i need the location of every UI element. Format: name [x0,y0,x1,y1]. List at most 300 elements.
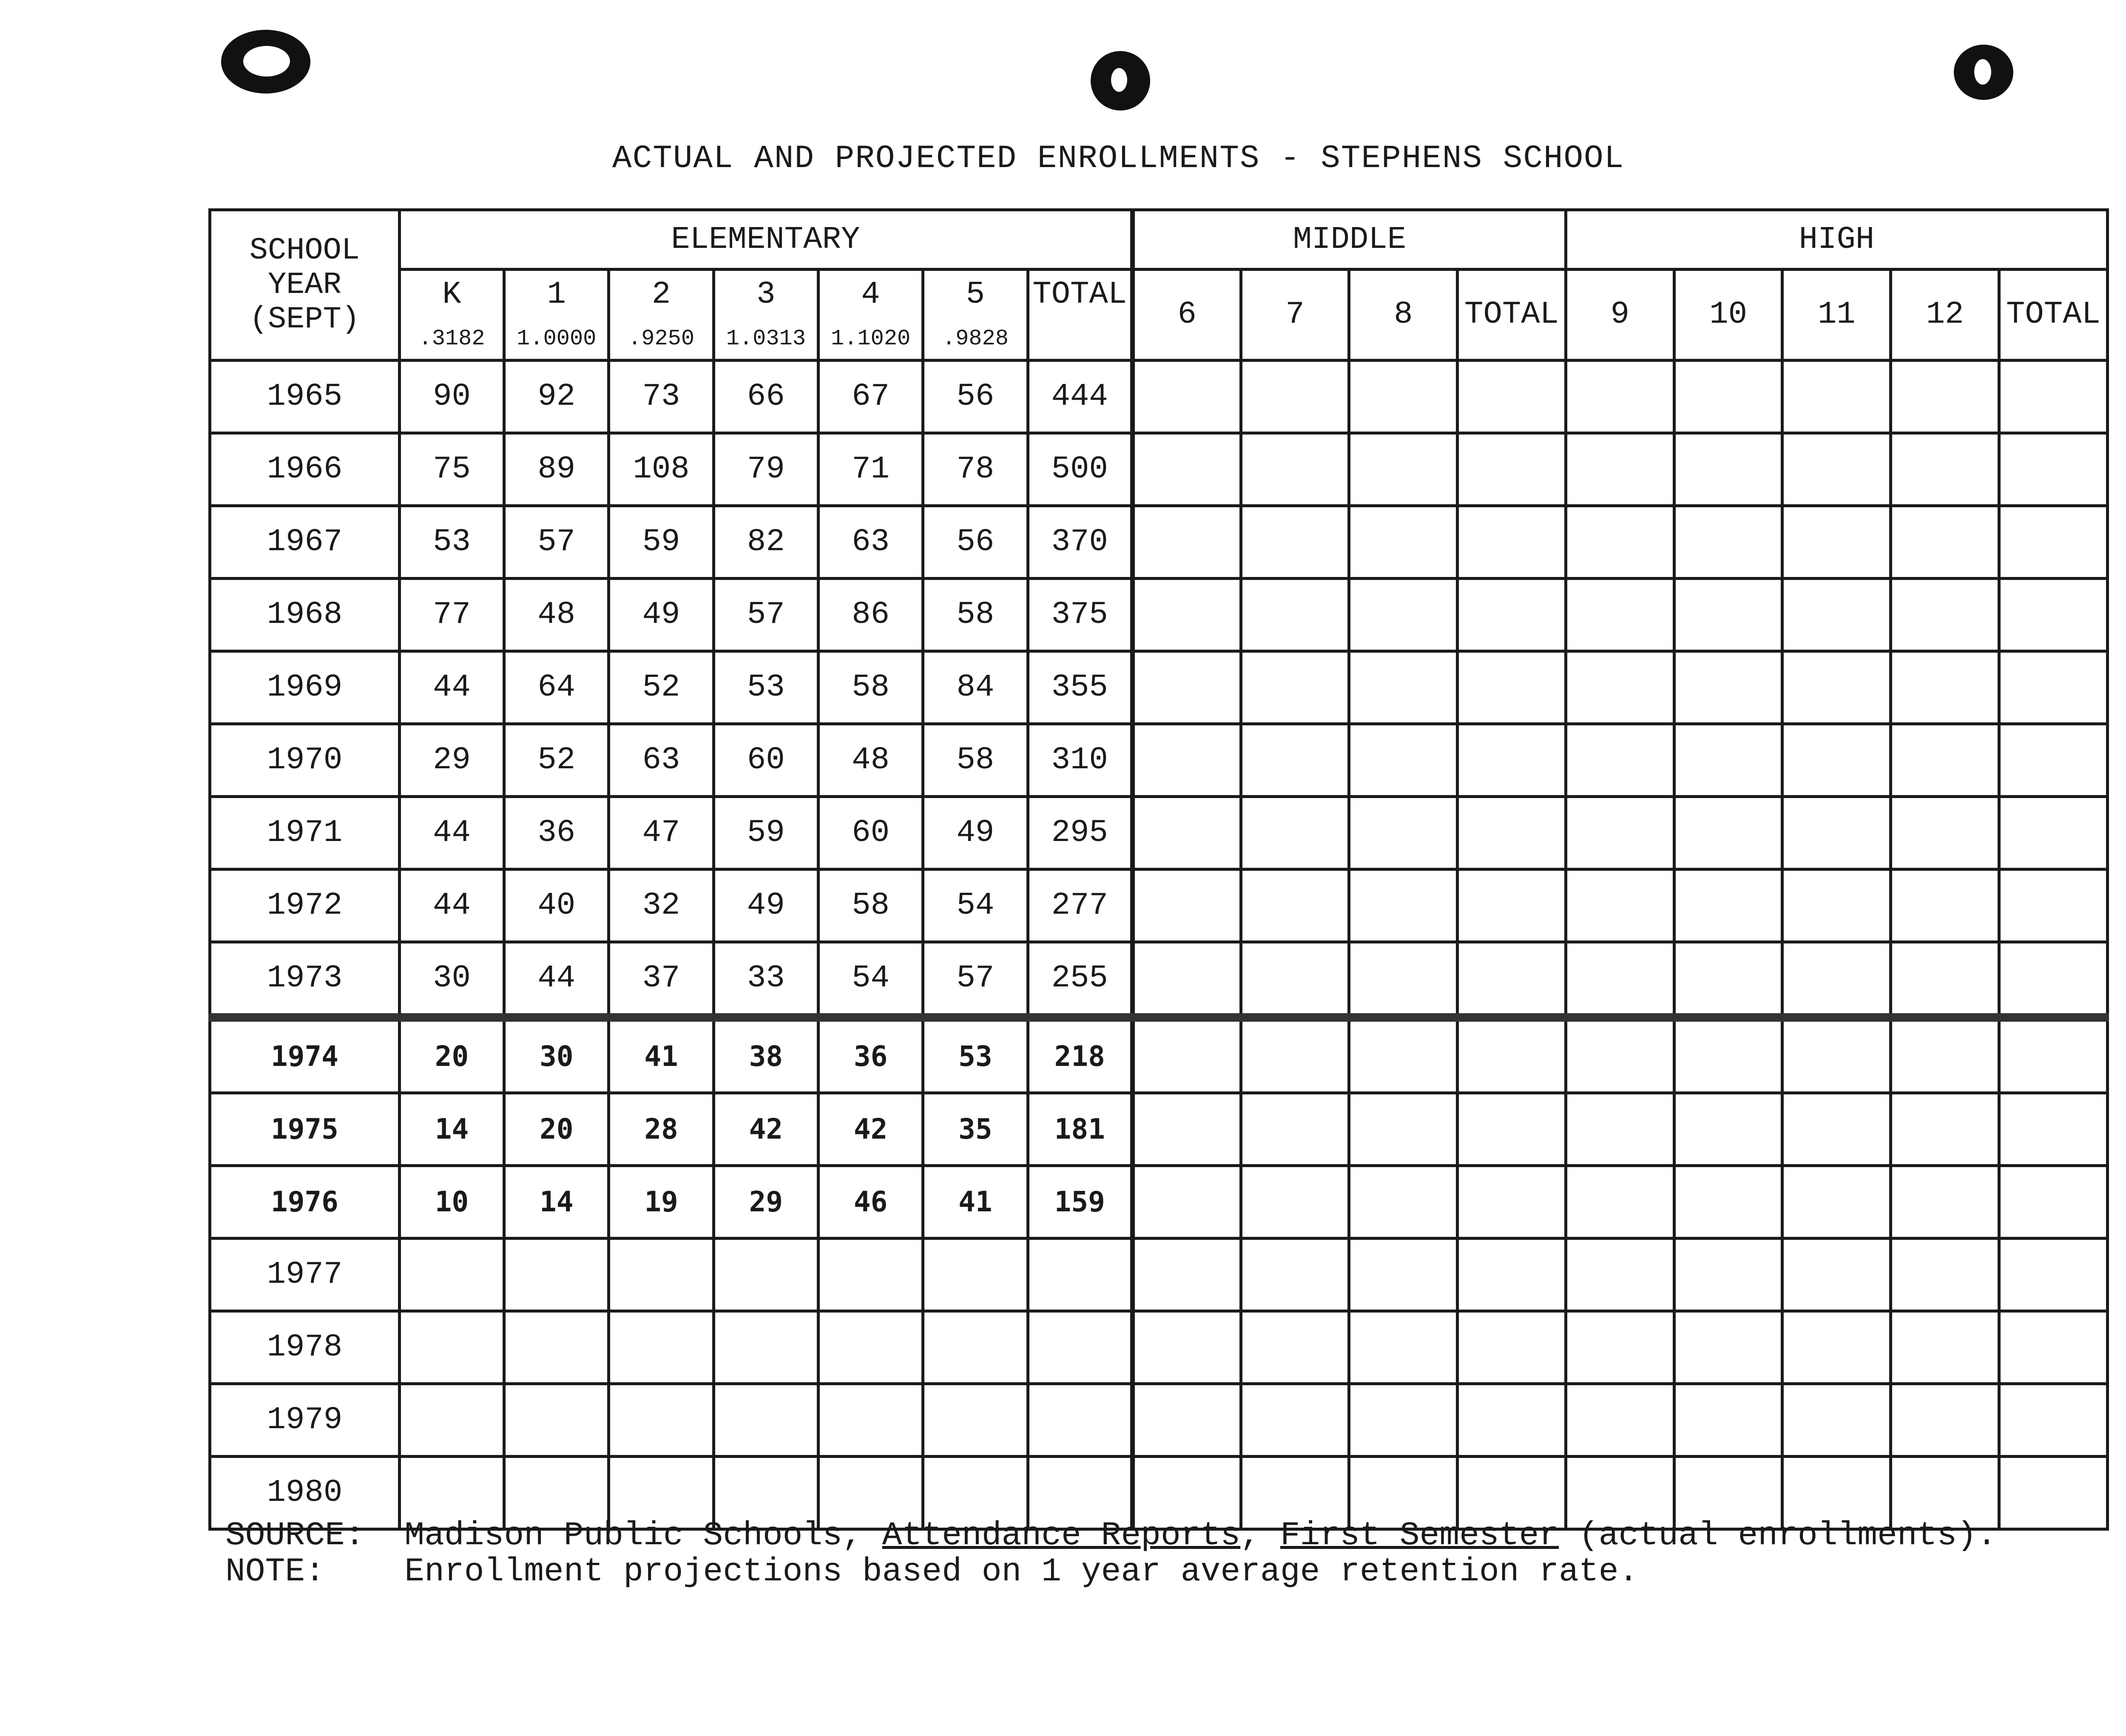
elementary-grade-cell: 35 [923,1093,1028,1165]
school-year-cell: 1970 [210,724,400,796]
source-separator: , [1240,1517,1280,1554]
elementary-total-cell: 500 [1028,433,1132,506]
high-cell [1891,724,1999,796]
elementary-grade-cell: 77 [399,578,504,651]
table-row [210,360,2108,433]
retention-rate: 1.0313 [713,318,818,361]
middle-cell [1349,942,1458,1017]
high-cell [1566,1165,1674,1238]
high-cell [1999,651,2108,724]
elementary-group-header: ELEMENTARY [399,210,1132,270]
middle-cell [1132,1384,1241,1456]
high-cell [1891,1311,1999,1384]
elementary-total-cell: 310 [1028,724,1132,796]
high-cell [1674,1017,1782,1093]
school-year-cell: 1976 [210,1165,400,1238]
high-cell [1782,942,1891,1017]
elementary-grade-cell: 89 [504,433,609,506]
high-cell [1674,506,1782,578]
high-cell [1999,506,2108,578]
elementary-total-cell: 255 [1028,942,1132,1017]
high-cell [1566,869,1674,942]
high-cell [1782,796,1891,869]
high-cell [1782,1311,1891,1384]
middle-cell [1349,1238,1458,1311]
middle-cell [1132,796,1241,869]
middle-cell [1458,651,1566,724]
middle-cell [1132,724,1241,796]
high-cell [1891,578,1999,651]
high-cell [1566,1017,1674,1093]
high-cell [1674,433,1782,506]
middle-cell [1132,1093,1241,1165]
school-year-cell: 1979 [210,1384,400,1456]
high-cell [1891,796,1999,869]
elementary-grade-cell [609,1384,713,1456]
school-year-cell: 1974 [210,1017,400,1093]
elementary-grade-cell: 28 [609,1093,713,1165]
school-year-cell: 1971 [210,796,400,869]
high-cell [1782,724,1891,796]
retention-rate-blank [1028,318,1132,361]
elementary-grade-cell [399,1238,504,1311]
elementary-total-cell: 375 [1028,578,1132,651]
elementary-grade-cell: 33 [713,942,818,1017]
punch-hole-left [221,30,310,94]
elementary-grade-cell: 38 [713,1017,818,1093]
high-cell [1566,578,1674,651]
elementary-grade-cell: 53 [713,651,818,724]
table-row [210,506,2108,578]
retention-rate: .9828 [923,318,1028,361]
elementary-grade-cell: 19 [609,1165,713,1238]
elementary-grade-cell: 49 [923,796,1028,869]
elementary-grade-cell [713,1238,818,1311]
high-cell [1782,869,1891,942]
middle-cell [1349,1093,1458,1165]
table-row [210,578,2108,651]
middle-cell [1349,1017,1458,1093]
elementary-total-cell [1028,1311,1132,1384]
middle-cell [1458,1093,1566,1165]
middle-cell [1349,578,1458,651]
middle-cell [1458,578,1566,651]
elementary-grade-cell: 58 [818,869,923,942]
elementary-grade-cell: 66 [713,360,818,433]
high-cell [1782,360,1891,433]
elementary-grade-cell: 30 [399,942,504,1017]
high-cell [1782,1017,1891,1093]
middle-cell [1132,942,1241,1017]
table-row [210,1384,2108,1456]
elementary-grade-cell: 92 [504,360,609,433]
elementary-grade-cell: 53 [399,506,504,578]
high-cell [1674,651,1782,724]
middle-cell [1349,1311,1458,1384]
high-cell [1566,1384,1674,1456]
high-cell [1566,506,1674,578]
high-cell [1674,1384,1782,1456]
grade-header: 8 [1349,270,1458,361]
enrollment-table [208,208,2109,1531]
middle-cell [1241,1017,1349,1093]
elementary-total-cell: 218 [1028,1017,1132,1093]
high-cell [1782,578,1891,651]
high-cell [1999,796,2108,869]
high-cell [1999,578,2108,651]
high-cell [1782,506,1891,578]
high-cell [1999,942,2108,1017]
table-row [210,869,2108,942]
middle-cell [1349,1384,1458,1456]
elementary-grade-cell: 57 [504,506,609,578]
middle-cell [1241,1311,1349,1384]
elementary-total-cell: 295 [1028,796,1132,869]
table-row [210,1165,2108,1238]
elementary-grade-cell: 49 [713,869,818,942]
high-cell [1891,506,1999,578]
elementary-grade-cell: 86 [818,578,923,651]
middle-cell [1132,1017,1241,1093]
high-cell [1566,360,1674,433]
high-cell [1674,724,1782,796]
middle-cell [1349,433,1458,506]
source-suffix: (actual enrollments). [1559,1517,1997,1554]
source-text: Madison Public Schools, [404,1517,882,1554]
elementary-grade-cell: 59 [713,796,818,869]
elementary-grade-cell: 84 [923,651,1028,724]
table-row [210,1238,2108,1311]
table-row [210,942,2108,1017]
elementary-grade-cell: 49 [609,578,713,651]
school-year-cell: 1977 [210,1238,400,1311]
middle-cell [1241,506,1349,578]
page-title: ACTUAL AND PROJECTED ENROLLMENTS - STEPHENS SCHOOL [612,140,1625,177]
high-cell [1891,1238,1999,1311]
elementary-grade-cell: 63 [609,724,713,796]
high-cell [1566,433,1674,506]
middle-cell [1132,578,1241,651]
high-cell [1674,796,1782,869]
note-text: Enrollment projections based on 1 year average retention rate. [404,1553,1639,1591]
middle-cell [1349,796,1458,869]
high-cell [1999,1384,2108,1456]
source-attendance-reports: Attendance Reports [882,1517,1241,1554]
table-row [210,651,2108,724]
elementary-total-cell: 355 [1028,651,1132,724]
elementary-grade-cell [713,1384,818,1456]
elementary-grade-cell: 41 [609,1017,713,1093]
middle-cell [1241,360,1349,433]
elementary-grade-cell [609,1238,713,1311]
elementary-grade-cell: 52 [504,724,609,796]
middle-cell [1349,1165,1458,1238]
elementary-total-cell: 444 [1028,360,1132,433]
elementary-total-cell [1028,1238,1132,1311]
middle-cell [1241,942,1349,1017]
high-cell [1674,1238,1782,1311]
elementary-grade-cell: 57 [923,942,1028,1017]
middle-cell [1132,869,1241,942]
elementary-grade-cell: 58 [818,651,923,724]
high-cell [1891,433,1999,506]
middle-cell [1241,651,1349,724]
school-year-cell: 1966 [210,433,400,506]
school-year-cell: 1972 [210,869,400,942]
middle-cell [1349,869,1458,942]
high-cell [1999,1456,2108,1529]
middle-cell [1241,869,1349,942]
grade-header: 2 [609,270,713,318]
high-cell [1674,1093,1782,1165]
elementary-total-header: TOTAL [1028,270,1132,318]
middle-cell [1241,724,1349,796]
elementary-grade-cell [504,1384,609,1456]
middle-cell [1458,869,1566,942]
high-cell [1999,1311,2108,1384]
elementary-grade-cell [713,1311,818,1384]
table-row [210,796,2108,869]
high-cell [1782,433,1891,506]
elementary-grade-cell: 64 [504,651,609,724]
middle-cell [1132,360,1241,433]
elementary-grade-cell: 44 [399,869,504,942]
elementary-total-cell: 181 [1028,1093,1132,1165]
table-row [210,1093,2108,1165]
high-cell [1999,869,2108,942]
elementary-grade-cell: 20 [399,1017,504,1093]
retention-rate: .9250 [609,318,713,361]
elementary-grade-cell [923,1311,1028,1384]
school-year-header: SCHOOL YEAR (SEPT) [210,210,400,361]
elementary-grade-cell: 10 [399,1165,504,1238]
grade-header: K [399,270,504,318]
elementary-grade-cell [923,1238,1028,1311]
school-year-cell: 1978 [210,1311,400,1384]
middle-cell [1241,1093,1349,1165]
middle-cell [1241,1165,1349,1238]
grade-header: 12 [1891,270,1999,361]
elementary-grade-cell: 71 [818,433,923,506]
high-cell [1782,1165,1891,1238]
high-cell [1566,942,1674,1017]
high-cell [1566,724,1674,796]
elementary-grade-cell: 48 [504,578,609,651]
elementary-grade-cell: 37 [609,942,713,1017]
middle-total-header: TOTAL [1458,270,1566,361]
elementary-grade-cell: 44 [504,942,609,1017]
high-cell [1999,360,2108,433]
middle-cell [1349,506,1458,578]
high-cell [1891,869,1999,942]
middle-cell [1349,724,1458,796]
elementary-grade-cell: 75 [399,433,504,506]
high-cell [1999,1017,2108,1093]
high-cell [1891,651,1999,724]
high-group-header: HIGH [1566,210,2107,270]
elementary-grade-cell: 47 [609,796,713,869]
elementary-grade-cell: 36 [818,1017,923,1093]
elementary-grade-cell: 44 [399,651,504,724]
school-year-cell: 1975 [210,1093,400,1165]
high-cell [1566,1238,1674,1311]
elementary-grade-cell: 48 [818,724,923,796]
school-year-cell: 1969 [210,651,400,724]
high-cell [1566,651,1674,724]
elementary-grade-cell: 58 [923,724,1028,796]
grade-header: 6 [1132,270,1241,361]
elementary-grade-cell: 46 [818,1165,923,1238]
middle-cell [1458,796,1566,869]
elementary-grade-cell [818,1384,923,1456]
elementary-grade-cell: 42 [818,1093,923,1165]
table-row [210,1017,2108,1093]
school-year-cell: 1980 [210,1456,400,1529]
middle-cell [1458,1238,1566,1311]
elementary-grade-cell: 79 [713,433,818,506]
note-label: NOTE: [225,1553,325,1591]
middle-cell [1241,433,1349,506]
grade-header: 7 [1241,270,1349,361]
elementary-grade-cell: 90 [399,360,504,433]
elementary-grade-cell: 52 [609,651,713,724]
high-cell [1999,724,2108,796]
high-cell [1566,1311,1674,1384]
elementary-grade-cell [818,1238,923,1311]
elementary-grade-cell: 67 [818,360,923,433]
elementary-total-cell: 370 [1028,506,1132,578]
elementary-grade-cell [504,1238,609,1311]
retention-rate: 1.1020 [818,318,923,361]
grade-header: 3 [713,270,818,318]
elementary-grade-cell: 54 [923,869,1028,942]
grade-header: 9 [1566,270,1674,361]
source-label: SOURCE: [225,1517,365,1554]
middle-cell [1132,1165,1241,1238]
elementary-total-cell: 277 [1028,869,1132,942]
middle-cell [1458,1165,1566,1238]
high-cell [1674,869,1782,942]
high-cell [1999,1165,2108,1238]
middle-cell [1458,1311,1566,1384]
elementary-grade-cell: 63 [818,506,923,578]
table-row [210,1311,2108,1384]
school-year-cell: 1968 [210,578,400,651]
elementary-grade-cell: 56 [923,360,1028,433]
elementary-grade-cell: 58 [923,578,1028,651]
elementary-grade-cell: 54 [818,942,923,1017]
middle-cell [1458,724,1566,796]
high-cell [1782,1093,1891,1165]
elementary-grade-cell: 78 [923,433,1028,506]
punch-hole-right [1954,45,2013,100]
grade-header: 1 [504,270,609,318]
elementary-grade-cell [399,1311,504,1384]
high-cell [1999,433,2108,506]
high-total-header: TOTAL [1999,270,2108,361]
high-cell [1782,1238,1891,1311]
elementary-grade-cell: 44 [399,796,504,869]
school-year-cell: 1967 [210,506,400,578]
high-cell [1999,1238,2108,1311]
elementary-grade-cell: 60 [818,796,923,869]
elementary-grade-cell [923,1384,1028,1456]
high-cell [1674,942,1782,1017]
middle-cell [1241,1384,1349,1456]
middle-cell [1132,651,1241,724]
high-cell [1566,1093,1674,1165]
elementary-grade-cell: 29 [399,724,504,796]
elementary-grade-cell: 41 [923,1165,1028,1238]
middle-cell [1132,506,1241,578]
high-cell [1566,796,1674,869]
middle-cell [1241,578,1349,651]
middle-cell [1458,1017,1566,1093]
high-cell [1891,1093,1999,1165]
middle-cell [1458,360,1566,433]
elementary-total-cell [1028,1384,1132,1456]
elementary-grade-cell: 73 [609,360,713,433]
middle-cell [1132,433,1241,506]
elementary-grade-cell: 29 [713,1165,818,1238]
elementary-grade-cell [609,1311,713,1384]
middle-group-header: MIDDLE [1132,210,1566,270]
grade-header: 4 [818,270,923,318]
middle-cell [1241,796,1349,869]
school-year-cell: 1965 [210,360,400,433]
table-row [210,724,2108,796]
grade-header: 10 [1674,270,1782,361]
high-cell [1782,651,1891,724]
high-cell [1674,1165,1782,1238]
elementary-grade-cell: 53 [923,1017,1028,1093]
elementary-grade-cell: 57 [713,578,818,651]
middle-cell [1132,1311,1241,1384]
grade-header: 5 [923,270,1028,318]
middle-cell [1458,433,1566,506]
high-cell [1891,1165,1999,1238]
high-cell [1782,1384,1891,1456]
grade-header: 11 [1782,270,1891,361]
middle-cell [1132,1238,1241,1311]
middle-cell [1458,942,1566,1017]
elementary-grade-cell: 40 [504,869,609,942]
elementary-grade-cell: 32 [609,869,713,942]
elementary-grade-cell: 20 [504,1093,609,1165]
elementary-grade-cell: 36 [504,796,609,869]
high-cell [1891,1017,1999,1093]
elementary-grade-cell: 14 [399,1093,504,1165]
retention-rate: 1.0000 [504,318,609,361]
high-cell [1999,1093,2108,1165]
elementary-grade-cell: 14 [504,1165,609,1238]
elementary-grade-cell [504,1311,609,1384]
elementary-grade-cell: 30 [504,1017,609,1093]
elementary-grade-cell: 59 [609,506,713,578]
elementary-grade-cell: 42 [713,1093,818,1165]
high-cell [1674,578,1782,651]
elementary-grade-cell [399,1384,504,1456]
elementary-grade-cell: 60 [713,724,818,796]
high-cell [1674,1311,1782,1384]
school-year-cell: 1973 [210,942,400,1017]
high-cell [1891,1384,1999,1456]
elementary-grade-cell: 108 [609,433,713,506]
elementary-grade-cell: 56 [923,506,1028,578]
middle-cell [1349,651,1458,724]
high-cell [1891,360,1999,433]
retention-rate: .3182 [399,318,504,361]
